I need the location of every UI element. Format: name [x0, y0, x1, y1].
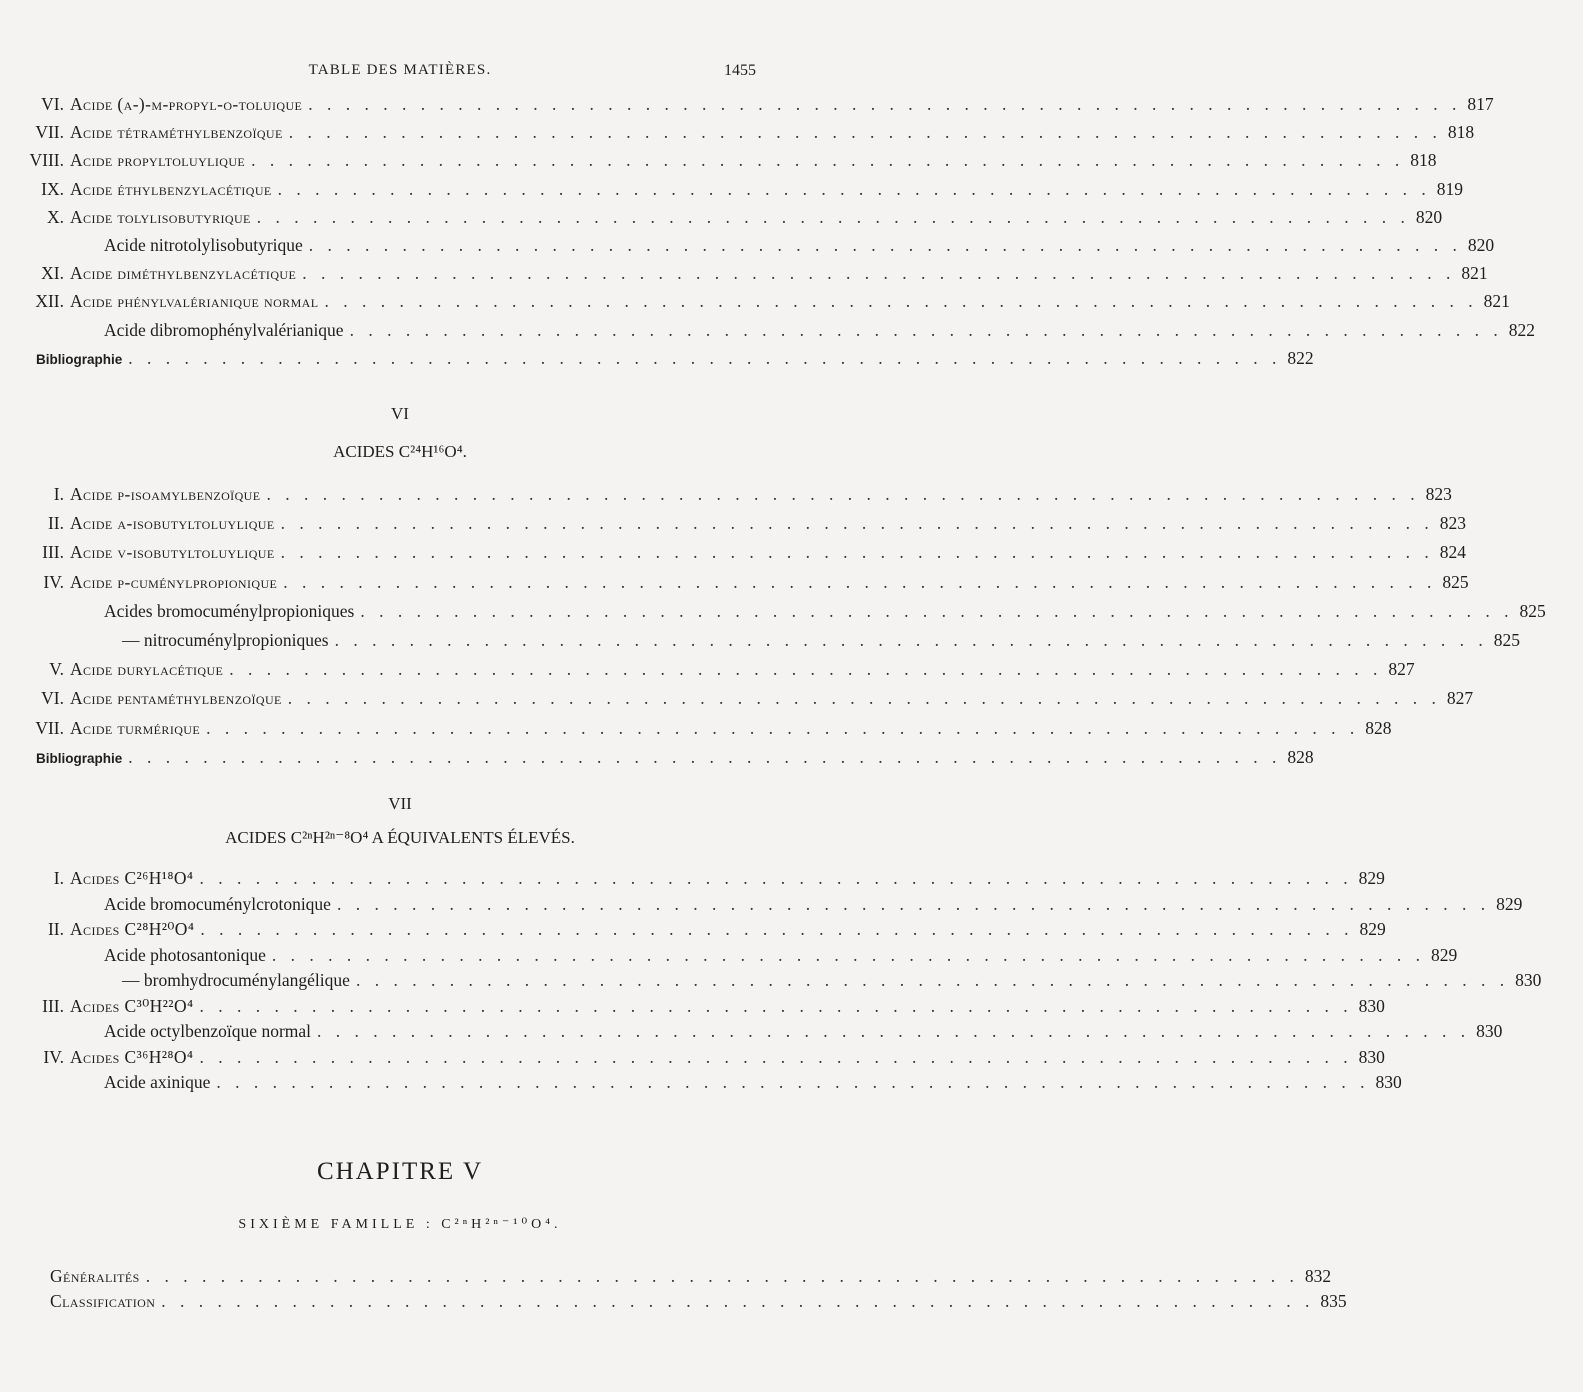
entry-page-number: 818	[1447, 122, 1475, 143]
entry-title: Acide éthylbenzylacétique	[70, 178, 272, 199]
entry-page-number: 824	[1439, 542, 1466, 563]
section-numeral: VI	[391, 404, 409, 423]
entry-numeral: X.	[46, 206, 64, 227]
toc-entry	[0, 893, 1523, 920]
dot-leader: . . . . . . . . . . . . . . . . . . . . . . . . . . . . . . . . . . . . . . . . . . . . . . . . . . . . . . . . . . . . . .	[360, 600, 1514, 621]
dot-leader: . . . . . . . . . . . . . . . . . . . . . . . . . . . . . . . . . . . . . . . . . . . . . . . . . . . . . . . . . . . . . .	[324, 291, 1478, 312]
toc-entry	[0, 235, 1495, 261]
entry-title: Acide photosantonique	[104, 944, 266, 965]
entry-title: Acide axinique	[104, 1072, 211, 1092]
entry-title: Acides C²⁶H¹⁸O⁴	[70, 868, 194, 888]
entry-page-number: 820	[1415, 206, 1443, 227]
toc-entry	[0, 995, 1385, 1022]
page-header	[0, 62, 800, 86]
dot-leader: . . . . . . . . . . . . . . . . . . . . . . . . . . . . . . . . . . . . . . . . . . . . . . . . . . . . . . . . . . . . . .	[277, 178, 1431, 199]
entry-page-number: 830	[1476, 1021, 1503, 1041]
entry-page-number: 823	[1425, 484, 1452, 504]
entry-title: Acides C³⁶H²⁸O⁴	[70, 1046, 194, 1067]
entry-numeral: VIII.	[29, 150, 64, 171]
toc-entry	[0, 1046, 1385, 1073]
dot-leader: . . . . . . . . . . . . . . . . . . . . . . . . . . . . . . . . . . . . . . . . . . . . . . . . . . . . . . . . . . . . . .	[302, 263, 1456, 284]
dot-leader: . . . . . . . . . . . . . . . . . . . . . . . . . . . . . . . . . . . . . . . . . . . . . . . . . . . . . . . . . . . . . .	[128, 746, 1282, 767]
toc-entry	[0, 484, 1452, 510]
entry-page-number: 835	[1320, 1291, 1347, 1311]
entry-title: Acide durylacétique	[70, 659, 224, 680]
entry-numeral: VI.	[41, 688, 64, 709]
dot-leader: . . . . . . . . . . . . . . . . . . . . . . . . . . . . . . . . . . . . . . . . . . . . . . . . . . . . . . . . . . . . . .	[317, 1021, 1471, 1041]
entry-title: — bromhydrocuménylangélique	[122, 970, 350, 990]
entry-title: Acides C²⁸H²⁰O⁴	[70, 919, 195, 939]
entry-title: Acides bromocuménylpropioniques	[104, 600, 355, 621]
dot-leader: . . . . . . . . . . . . . . . . . . . . . . . . . . . . . . . . . . . . . . . . . . . . . . . . . . . . . . . . . . . . . .	[199, 1046, 1353, 1067]
toc-entry	[0, 206, 1443, 233]
dot-leader: . . . . . . . . . . . . . . . . . . . . . . . . . . . . . . . . . . . . . . . . . . . . . . . . . . . . . . . . . . . . . .	[256, 206, 1410, 227]
entry-title: Acides C³⁰H²²O⁴	[70, 995, 194, 1016]
dot-leader: . . . . . . . . . . . . . . . . . . . . . . . . . . . . . . . . . . . . . . . . . . . . . . . . . . . . . . . . . . . . . .	[199, 995, 1353, 1016]
toc-entry	[0, 571, 1469, 598]
entry-page-number: 818	[1410, 150, 1437, 171]
entry-title: Bibliographie	[36, 351, 123, 367]
entry-title: — nitrocuménylpropioniques	[122, 630, 329, 650]
entry-page-number: 829	[1430, 944, 1458, 965]
section-title: ACIDES C²⁴H¹⁶O⁴.	[333, 442, 467, 461]
entry-page-number: 830	[1375, 1072, 1402, 1092]
entry-page-number: 821	[1461, 263, 1488, 284]
dot-leader: . . . . . . . . . . . . . . . . . . . . . . . . . . . . . . . . . . . . . . . . . . . . . . . . . . . . . . . . . . . . . .	[355, 970, 1510, 990]
entry-numeral: I.	[53, 484, 64, 504]
chapter-title: CHAPITRE V	[316, 1158, 484, 1185]
entry-title: Acide phénylvalérianique normal	[70, 291, 319, 312]
entry-page-number: 830	[1358, 995, 1385, 1016]
entry-page-number: 827	[1388, 659, 1415, 680]
entry-title: Acide nitrotolylisobutyrique	[104, 235, 303, 255]
toc-entry	[0, 94, 1494, 120]
entry-title: Acide α-isobutyltoluylique	[70, 513, 275, 534]
toc-entry	[0, 919, 1386, 945]
toc-entry	[0, 1072, 1402, 1098]
entry-page-number: 825	[1519, 600, 1546, 621]
running-title: TABLE DES MATIÈRES.	[308, 62, 492, 78]
toc-entry	[0, 513, 1466, 539]
entry-page-number: 821	[1483, 291, 1510, 312]
dot-leader: . . . . . . . . . . . . . . . . . . . . . . . . . . . . . . . . . . . . . . . . . . . . . . . . . . . . . . . . . . . . . .	[308, 94, 1462, 114]
toc-entry	[0, 122, 1475, 148]
entry-page-number: 829	[1359, 919, 1386, 939]
entry-title: Acide v-isobutyltoluylique	[70, 542, 275, 563]
page-number: 1455	[724, 62, 756, 79]
toc-entry	[0, 263, 1488, 289]
entry-title: Acide diméthylbenzylacétique	[70, 263, 297, 284]
entry-title: Bibliographie	[36, 750, 123, 766]
toc-entry	[0, 688, 1474, 714]
toc-entry	[0, 542, 1466, 568]
entry-title: Acide octylbenzoïque normal	[104, 1021, 312, 1041]
entry-numeral: II.	[47, 513, 64, 534]
entry-numeral: IV.	[43, 1046, 64, 1067]
entry-page-number: 822	[1508, 319, 1535, 340]
entry-page-number: 825	[1493, 630, 1520, 650]
entry-page-number: 823	[1439, 513, 1466, 534]
entry-page-number: 829	[1358, 868, 1385, 888]
entry-numeral: II.	[47, 919, 64, 939]
dot-leader: . . . . . . . . . . . . . . . . . . . . . . . . . . . . . . . . . . . . . . . . . . . . . . . . . . . . . . . . . . . . . .	[229, 659, 1383, 680]
entry-page-number: 828	[1287, 746, 1314, 767]
entry-numeral: IV.	[43, 571, 64, 592]
dot-leader: . . . . . . . . . . . . . . . . . . . . . . . . . . . . . . . . . . . . . . . . . . . . . . . . . . . . . . . . . . . . . .	[161, 1291, 1315, 1311]
dot-leader: . . . . . . . . . . . . . . . . . . . . . . . . . . . . . . . . . . . . . . . . . . . . . . . . . . . . . . . . . . . . . .	[251, 150, 1405, 171]
dot-leader: . . . . . . . . . . . . . . . . . . . . . . . . . . . . . . . . . . . . . . . . . . . . . . . . . . . . . . . . . . . . . .	[199, 868, 1353, 888]
toc-entry	[0, 600, 1546, 627]
toc-entry	[0, 630, 1520, 656]
entry-title: Acide (a-)-m-propyl-o-toluique	[70, 94, 303, 114]
toc-entry	[0, 150, 1437, 176]
dot-leader: . . . . . . . . . . . . . . . . . . . . . . . . . . . . . . . . . . . . . . . . . . . . . . . . . . . . . . . . . . . . . .	[200, 919, 1354, 939]
entry-numeral: IX.	[41, 178, 64, 199]
toc-entry	[0, 319, 1535, 346]
entry-numeral: III.	[42, 995, 64, 1016]
entry-title: Généralités	[50, 1266, 140, 1286]
entry-numeral: VII.	[35, 717, 64, 738]
entry-page-number: 832	[1304, 1266, 1332, 1286]
entry-numeral: VII.	[35, 122, 64, 143]
entry-title: Acide p-isoamylbenzoïque	[70, 484, 261, 504]
dot-leader: . . . . . . . . . . . . . . . . . . . . . . . . . . . . . . . . . . . . . . . . . . . . . . . . . . . . . . . . . . . . . .	[266, 484, 1420, 504]
entry-title: Acide propyltoluylique	[70, 150, 246, 171]
entry-numeral: XII.	[35, 291, 64, 312]
dot-leader: . . . . . . . . . . . . . . . . . . . . . . . . . . . . . . . . . . . . . . . . . . . . . . . . . . . . . . . . . . . . . .	[308, 235, 1462, 255]
dot-leader: . . . . . . . . . . . . . . . . . . . . . . . . . . . . . . . . . . . . . . . . . . . . . . . . . . . . . . . . . . . . . .	[288, 122, 1442, 143]
entry-page-number: 827	[1446, 688, 1474, 709]
section-title: ACIDES C²ⁿH²ⁿ⁻⁸O⁴ A ÉQUIVALENTS ÉLEVÉS.	[225, 828, 575, 847]
entry-page-number: 822	[1287, 347, 1314, 368]
entry-title: Classification	[50, 1291, 156, 1311]
toc-entry	[0, 1021, 1503, 1047]
dot-leader: . . . . . . . . . . . . . . . . . . . . . . . . . . . . . . . . . . . . . . . . . . . . . . . . . . . . . . . . . . . . . .	[336, 893, 1491, 914]
dot-leader: . . . . . . . . . . . . . . . . . . . . . . . . . . . . . . . . . . . . . . . . . . . . . . . . . . . . . . . . . . . . . .	[271, 944, 1425, 965]
entry-page-number: 819	[1436, 178, 1464, 199]
toc-entry	[0, 970, 1542, 996]
entry-numeral: V.	[49, 659, 64, 680]
entry-page-number: 830	[1358, 1046, 1385, 1067]
entry-title: Acide tolylisobutyrique	[70, 206, 251, 227]
toc-entry	[0, 717, 1392, 744]
entry-title: Acide p-cuménylpropionique	[70, 571, 278, 592]
dot-leader: . . . . . . . . . . . . . . . . . . . . . . . . . . . . . . . . . . . . . . . . . . . . . . . . . . . . . . . . . . . . . .	[145, 1266, 1299, 1286]
toc-entry	[0, 291, 1510, 317]
entry-numeral: III.	[42, 542, 64, 563]
entry-title: Acide bromocuménylcrotonique	[104, 893, 331, 914]
toc-entry	[0, 347, 1314, 374]
dot-leader: . . . . . . . . . . . . . . . . . . . . . . . . . . . . . . . . . . . . . . . . . . . . . . . . . . . . . . . . . . . . . .	[280, 513, 1434, 534]
dot-leader: . . . . . . . . . . . . . . . . . . . . . . . . . . . . . . . . . . . . . . . . . . . . . . . . . . . . . . . . . . . . . .	[280, 542, 1434, 563]
entry-numeral: VI.	[41, 94, 64, 114]
dot-leader: . . . . . . . . . . . . . . . . . . . . . . . . . . . . . . . . . . . . . . . . . . . . . . . . . . . . . . . . . . . . . .	[349, 319, 1503, 340]
section-numeral: VII	[388, 794, 412, 813]
dot-leader: . . . . . . . . . . . . . . . . . . . . . . . . . . . . . . . . . . . . . . . . . . . . . . . . . . . . . . . . . . . . . .	[128, 347, 1282, 368]
entry-page-number: 817	[1467, 94, 1494, 114]
entry-title: Acide tétraméthylbenzoïque	[70, 122, 283, 143]
toc-entry	[0, 1266, 1332, 1292]
toc-entry	[0, 868, 1385, 894]
entry-numeral: I.	[53, 868, 64, 888]
toc-entry	[0, 944, 1458, 971]
entry-page-number: 825	[1442, 571, 1469, 592]
entry-title: Acide turmérique	[70, 717, 201, 738]
entry-page-number: 820	[1467, 235, 1495, 255]
entry-page-number: 828	[1365, 717, 1392, 738]
entry-title: Acide pentaméthylbenzoïque	[70, 688, 282, 709]
toc-entry	[0, 178, 1464, 205]
dot-leader: . . . . . . . . . . . . . . . . . . . . . . . . . . . . . . . . . . . . . . . . . . . . . . . . . . . . . . . . . . . . . .	[334, 630, 1488, 650]
toc-entry	[0, 659, 1415, 685]
entry-page-number: 830	[1515, 970, 1542, 990]
entry-title: Acide dibromophénylvalérianique	[104, 319, 344, 340]
toc-entry	[0, 746, 1314, 773]
toc-entry	[0, 1291, 1347, 1317]
dot-leader: . . . . . . . . . . . . . . . . . . . . . . . . . . . . . . . . . . . . . . . . . . . . . . . . . . . . . . . . . . . . . .	[287, 688, 1441, 709]
entry-numeral: XI.	[41, 263, 64, 284]
dot-leader: . . . . . . . . . . . . . . . . . . . . . . . . . . . . . . . . . . . . . . . . . . . . . . . . . . . . . . . . . . . . . .	[206, 717, 1360, 738]
entry-page-number: 829	[1496, 893, 1523, 914]
dot-leader: . . . . . . . . . . . . . . . . . . . . . . . . . . . . . . . . . . . . . . . . . . . . . . . . . . . . . . . . . . . . . .	[216, 1072, 1370, 1092]
chapter-subtitle: SIXIÈME FAMILLE : C²ⁿH²ⁿ⁻¹⁰O⁴.	[238, 1217, 562, 1232]
dot-leader: . . . . . . . . . . . . . . . . . . . . . . . . . . . . . . . . . . . . . . . . . . . . . . . . . . . . . . . . . . . . . .	[283, 571, 1437, 592]
